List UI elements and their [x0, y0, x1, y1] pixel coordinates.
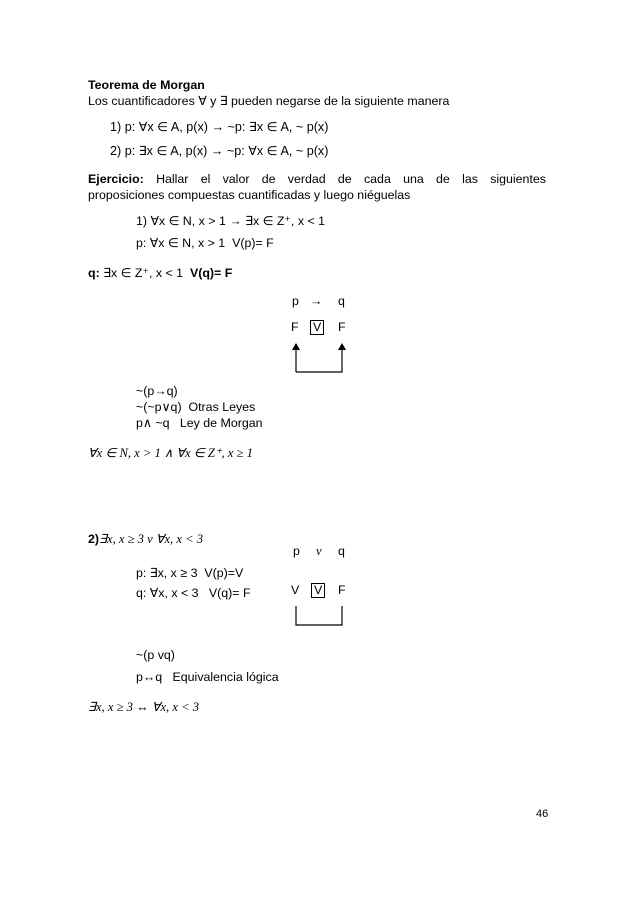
- ex2-neg-2-note: Equivalencia lógica: [172, 670, 279, 684]
- ex2-neg-2: [136, 670, 279, 685]
- ex2-q-value: V(q)= F: [208, 586, 251, 600]
- ex2-label: 2): [88, 532, 100, 546]
- ex2-neg-2-expr: p↔q: [136, 670, 163, 684]
- intro-text: Los cuantificadores ∀ y ∃ pueden negarse de la siguiente manera: [88, 94, 450, 108]
- ex1-p-expr: p: ∀x ∈ N, x > 1: [136, 236, 226, 250]
- ex2-result: ∃x, x ≥ 3 ↔ ∀x, x < 3: [88, 700, 200, 714]
- ex1-table-p: p: [292, 294, 299, 308]
- page-number: 46: [536, 808, 549, 820]
- ex1-value-p: F: [291, 320, 299, 334]
- ex1-table-q: q: [338, 294, 345, 308]
- ex2-table-p: p: [293, 544, 300, 558]
- ex2-value-p: V: [291, 583, 300, 597]
- exercise-text-line-2: proposiciones compuestas cuantificadas y luego niéguelas: [88, 188, 411, 202]
- ex1-q-expr: ∃x ∈ Z⁺, x < 1: [103, 266, 184, 280]
- exercise-text-line-1: Hallar el valor de verdad de cada una de las siguientes: [156, 172, 546, 186]
- ex1-table-op: →: [310, 294, 323, 308]
- ex1-neg-2-expr: ~(~p∨q): [136, 400, 182, 414]
- ex2-p-expr: p: ∃x, x ≥ 3: [136, 566, 198, 580]
- ex1-q-value: V(q)= F: [189, 266, 233, 280]
- ex1-p-value: V(p)= F: [232, 236, 274, 250]
- ex2-q-expr: q: ∀x, x < 3: [136, 586, 199, 600]
- ex2-value-q: F: [338, 583, 346, 597]
- section-title: Teorema de Morgan: [88, 78, 205, 92]
- ex2-table-q: q: [338, 544, 345, 558]
- morgan-rule-2: 2) p: ∃x ∈ A, p(x) → ~p: ∀x ∈ A, ~ p(x): [110, 144, 329, 158]
- ex2-table-op: v: [316, 544, 322, 558]
- ex1-value-q: F: [338, 320, 346, 334]
- ex1-neg-1: ~(p→q): [136, 384, 178, 398]
- ex2-statement: ∃x, x ≥ 3 v ∀x, x < 3: [99, 532, 204, 546]
- morgan-rule-1: 1) p: ∀x ∈ A, p(x) → ~p: ∃x ∈ A, ~ p(x): [110, 120, 329, 134]
- ex1-result: ∀x ∈ N, x > 1 ∧ ∀x ∈ Z⁺, x ≥ 1: [88, 446, 253, 460]
- ex1-neg-3-note: Ley de Morgan: [179, 416, 263, 430]
- exercise-label: Ejercicio:: [88, 172, 144, 186]
- ex2-neg-1: ~(p vq): [136, 648, 175, 662]
- ex2-p-value: V(p)=V: [204, 566, 244, 580]
- ex1-statement: 1) ∀x ∈ N, x > 1 → ∃x ∈ Z⁺, x < 1: [136, 214, 326, 228]
- ex1-value-result: V: [310, 320, 324, 335]
- ex1-neg-2-note: Otras Leyes: [188, 400, 256, 414]
- ex1-neg-3-expr: p∧ ~q: [136, 416, 170, 430]
- ex2-value-result: V: [311, 583, 325, 598]
- ex1-q-label: q:: [88, 266, 100, 280]
